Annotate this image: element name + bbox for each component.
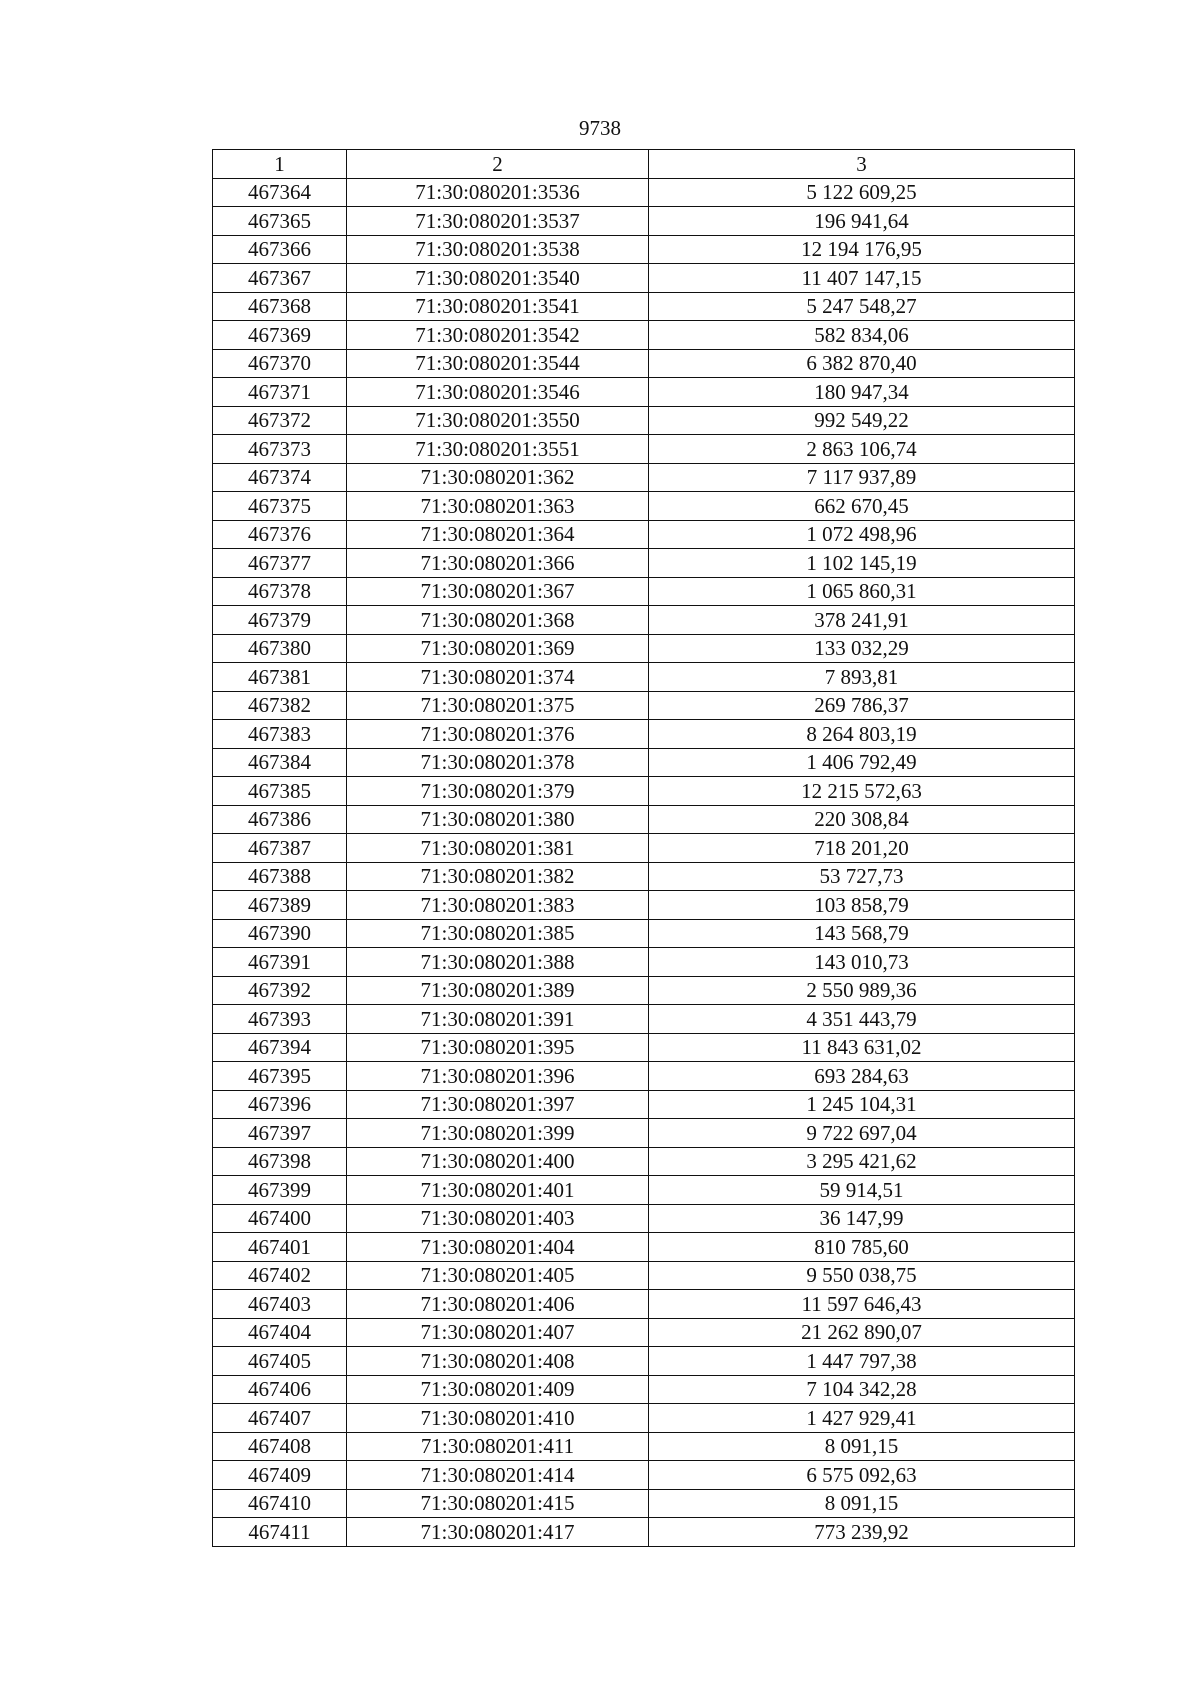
row-number-cell: 467375: [213, 492, 347, 521]
value-cell: 9 722 697,04: [649, 1119, 1075, 1148]
row-number-cell: 467385: [213, 777, 347, 806]
cadastral-number-cell: 71:30:080201:366: [347, 549, 649, 578]
table-row: [213, 919, 1075, 948]
row-number-cell: 467395: [213, 1062, 347, 1091]
cadastral-number-cell: 71:30:080201:399: [347, 1119, 649, 1148]
value-cell: 7 104 342,28: [649, 1375, 1075, 1404]
cadastral-number-cell: 71:30:080201:408: [347, 1347, 649, 1376]
value-cell: 2 863 106,74: [649, 435, 1075, 464]
value-cell: 1 065 860,31: [649, 577, 1075, 606]
row-number-cell: 467399: [213, 1176, 347, 1205]
value-cell: 810 785,60: [649, 1233, 1075, 1262]
table-row: [213, 834, 1075, 863]
value-cell: 773 239,92: [649, 1518, 1075, 1547]
table-row: [213, 492, 1075, 521]
table-row: [213, 292, 1075, 321]
cadastral-number-cell: 71:30:080201:381: [347, 834, 649, 863]
cadastral-number-cell: 71:30:080201:368: [347, 606, 649, 635]
cadastral-number-cell: 71:30:080201:396: [347, 1062, 649, 1091]
table-row: [213, 691, 1075, 720]
row-number-cell: 467382: [213, 691, 347, 720]
cadastral-number-cell: 71:30:080201:406: [347, 1290, 649, 1319]
row-number-cell: 467369: [213, 321, 347, 350]
table-row: [213, 207, 1075, 236]
value-cell: 36 147,99: [649, 1204, 1075, 1233]
value-cell: 12 215 572,63: [649, 777, 1075, 806]
table-row: [213, 577, 1075, 606]
table-row: [213, 1204, 1075, 1233]
value-cell: 7 117 937,89: [649, 463, 1075, 492]
cadastral-number-cell: 71:30:080201:407: [347, 1318, 649, 1347]
row-number-cell: 467365: [213, 207, 347, 236]
table-row: [213, 1489, 1075, 1518]
row-number-cell: 467409: [213, 1461, 347, 1490]
row-number-cell: 467383: [213, 720, 347, 749]
cadastral-number-cell: 71:30:080201:375: [347, 691, 649, 720]
column-header-2: 2: [347, 150, 649, 179]
value-cell: 59 914,51: [649, 1176, 1075, 1205]
cadastral-number-cell: 71:30:080201:362: [347, 463, 649, 492]
value-cell: 11 407 147,15: [649, 264, 1075, 293]
table-row: [213, 748, 1075, 777]
row-number-cell: 467411: [213, 1518, 347, 1547]
row-number-cell: 467394: [213, 1033, 347, 1062]
page-number: 9738: [579, 116, 621, 140]
row-number-cell: 467397: [213, 1119, 347, 1148]
cadastral-number-cell: 71:30:080201:374: [347, 663, 649, 692]
value-cell: 11 597 646,43: [649, 1290, 1075, 1319]
table-row: [213, 235, 1075, 264]
value-cell: 220 308,84: [649, 805, 1075, 834]
cadastral-number-cell: 71:30:080201:376: [347, 720, 649, 749]
value-cell: 5 122 609,25: [649, 178, 1075, 207]
value-cell: 5 247 548,27: [649, 292, 1075, 321]
row-number-cell: 467403: [213, 1290, 347, 1319]
table-row: [213, 520, 1075, 549]
value-cell: 53 727,73: [649, 862, 1075, 891]
value-cell: 133 032,29: [649, 634, 1075, 663]
row-number-cell: 467368: [213, 292, 347, 321]
table-row: [213, 1404, 1075, 1433]
row-number-cell: 467381: [213, 663, 347, 692]
value-cell: 8 091,15: [649, 1489, 1075, 1518]
row-number-cell: 467379: [213, 606, 347, 635]
cadastral-number-cell: 71:30:080201:391: [347, 1005, 649, 1034]
row-number-cell: 467410: [213, 1489, 347, 1518]
row-number-cell: 467388: [213, 862, 347, 891]
row-number-cell: 467366: [213, 235, 347, 264]
cadastral-number-cell: 71:30:080201:364: [347, 520, 649, 549]
value-cell: 1 102 145,19: [649, 549, 1075, 578]
row-number-cell: 467373: [213, 435, 347, 464]
cadastral-number-cell: 71:30:080201:409: [347, 1375, 649, 1404]
row-number-cell: 467392: [213, 976, 347, 1005]
value-cell: 718 201,20: [649, 834, 1075, 863]
table-row: [213, 720, 1075, 749]
cadastral-number-cell: 71:30:080201:3542: [347, 321, 649, 350]
table-row: [213, 1347, 1075, 1376]
table-row: [213, 549, 1075, 578]
value-cell: 103 858,79: [649, 891, 1075, 920]
table-row: [213, 777, 1075, 806]
cadastral-number-cell: 71:30:080201:401: [347, 1176, 649, 1205]
table-row: [213, 606, 1075, 635]
cadastral-number-cell: 71:30:080201:3538: [347, 235, 649, 264]
cadastral-number-cell: 71:30:080201:3550: [347, 406, 649, 435]
table-row: [213, 321, 1075, 350]
row-number-cell: 467389: [213, 891, 347, 920]
row-number-cell: 467378: [213, 577, 347, 606]
value-cell: 1 447 797,38: [649, 1347, 1075, 1376]
table-row: [213, 634, 1075, 663]
value-cell: 196 941,64: [649, 207, 1075, 236]
table-row: [213, 1233, 1075, 1262]
cadastral-number-cell: 71:30:080201:415: [347, 1489, 649, 1518]
cadastral-number-cell: 71:30:080201:417: [347, 1518, 649, 1547]
value-cell: 143 568,79: [649, 919, 1075, 948]
column-header-1: 1: [213, 150, 347, 179]
cadastral-number-cell: 71:30:080201:3540: [347, 264, 649, 293]
value-cell: 1 427 929,41: [649, 1404, 1075, 1433]
value-cell: 6 382 870,40: [649, 349, 1075, 378]
row-number-cell: 467401: [213, 1233, 347, 1262]
row-number-cell: 467372: [213, 406, 347, 435]
table-row: [213, 406, 1075, 435]
value-cell: 180 947,34: [649, 378, 1075, 407]
value-cell: 1 406 792,49: [649, 748, 1075, 777]
row-number-cell: 467384: [213, 748, 347, 777]
cadastral-number-cell: 71:30:080201:411: [347, 1432, 649, 1461]
table-row: [213, 1005, 1075, 1034]
row-number-cell: 467408: [213, 1432, 347, 1461]
row-number-cell: 467367: [213, 264, 347, 293]
value-cell: 662 670,45: [649, 492, 1075, 521]
cadastral-number-cell: 71:30:080201:3541: [347, 292, 649, 321]
table-row: [213, 178, 1075, 207]
cadastral-number-cell: 71:30:080201:363: [347, 492, 649, 521]
value-cell: 693 284,63: [649, 1062, 1075, 1091]
row-number-cell: 467377: [213, 549, 347, 578]
cadastral-number-cell: 71:30:080201:3546: [347, 378, 649, 407]
cadastral-number-cell: 71:30:080201:403: [347, 1204, 649, 1233]
row-number-cell: 467398: [213, 1147, 347, 1176]
cadastral-number-cell: 71:30:080201:410: [347, 1404, 649, 1433]
cadastral-number-cell: 71:30:080201:395: [347, 1033, 649, 1062]
cadastral-number-cell: 71:30:080201:389: [347, 976, 649, 1005]
cadastral-number-cell: 71:30:080201:388: [347, 948, 649, 977]
cadastral-number-cell: 71:30:080201:380: [347, 805, 649, 834]
table-row: [213, 1062, 1075, 1091]
header-row: [213, 150, 1075, 179]
table-row: [213, 435, 1075, 464]
cadastral-number-cell: 71:30:080201:367: [347, 577, 649, 606]
row-number-cell: 467404: [213, 1318, 347, 1347]
table-row: [213, 1432, 1075, 1461]
cadastral-number-cell: 71:30:080201:385: [347, 919, 649, 948]
table-row: [213, 1147, 1075, 1176]
row-number-cell: 467387: [213, 834, 347, 863]
cadastral-number-cell: 71:30:080201:397: [347, 1090, 649, 1119]
row-number-cell: 467380: [213, 634, 347, 663]
table-row: [213, 663, 1075, 692]
cadastral-number-cell: 71:30:080201:379: [347, 777, 649, 806]
row-number-cell: 467402: [213, 1261, 347, 1290]
table-row: [213, 264, 1075, 293]
row-number-cell: 467393: [213, 1005, 347, 1034]
row-number-cell: 467407: [213, 1404, 347, 1433]
value-cell: 2 550 989,36: [649, 976, 1075, 1005]
table-row: [213, 891, 1075, 920]
value-cell: 12 194 176,95: [649, 235, 1075, 264]
value-cell: 9 550 038,75: [649, 1261, 1075, 1290]
table-row: [213, 1176, 1075, 1205]
table-row: [213, 1261, 1075, 1290]
cadastral-number-cell: 71:30:080201:3551: [347, 435, 649, 464]
value-cell: 8 264 803,19: [649, 720, 1075, 749]
row-number-cell: 467364: [213, 178, 347, 207]
cadastral-number-cell: 71:30:080201:3544: [347, 349, 649, 378]
table-row: [213, 1290, 1075, 1319]
value-cell: 8 091,15: [649, 1432, 1075, 1461]
value-cell: 6 575 092,63: [649, 1461, 1075, 1490]
value-cell: 582 834,06: [649, 321, 1075, 350]
row-number-cell: 467396: [213, 1090, 347, 1119]
table-row: [213, 463, 1075, 492]
cadastral-number-cell: 71:30:080201:400: [347, 1147, 649, 1176]
row-number-cell: 467371: [213, 378, 347, 407]
table-row: [213, 1119, 1075, 1148]
value-cell: 21 262 890,07: [649, 1318, 1075, 1347]
cadastral-number-cell: 71:30:080201:3537: [347, 207, 649, 236]
row-number-cell: 467376: [213, 520, 347, 549]
cadastral-number-cell: 71:30:080201:382: [347, 862, 649, 891]
table-row: [213, 349, 1075, 378]
table-row: [213, 948, 1075, 977]
table-row: [213, 1090, 1075, 1119]
table-row: [213, 976, 1075, 1005]
table-row: [213, 1461, 1075, 1490]
table-row: [213, 1318, 1075, 1347]
cadastral-number-cell: 71:30:080201:405: [347, 1261, 649, 1290]
row-number-cell: 467374: [213, 463, 347, 492]
value-cell: 1 072 498,96: [649, 520, 1075, 549]
cadastral-number-cell: 71:30:080201:383: [347, 891, 649, 920]
row-number-cell: 467405: [213, 1347, 347, 1376]
cadastral-number-cell: 71:30:080201:378: [347, 748, 649, 777]
table-row: [213, 805, 1075, 834]
value-cell: 992 549,22: [649, 406, 1075, 435]
value-cell: 4 351 443,79: [649, 1005, 1075, 1034]
value-cell: 378 241,91: [649, 606, 1075, 635]
cadastral-number-cell: 71:30:080201:404: [347, 1233, 649, 1262]
table-row: [213, 1518, 1075, 1547]
row-number-cell: 467400: [213, 1204, 347, 1233]
table-row: [213, 378, 1075, 407]
table-row: [213, 1375, 1075, 1404]
cadastral-number-cell: 71:30:080201:414: [347, 1461, 649, 1490]
table-row: [213, 862, 1075, 891]
row-number-cell: 467391: [213, 948, 347, 977]
row-number-cell: 467390: [213, 919, 347, 948]
value-cell: 143 010,73: [649, 948, 1075, 977]
value-cell: 1 245 104,31: [649, 1090, 1075, 1119]
cadastral-number-cell: 71:30:080201:369: [347, 634, 649, 663]
column-header-3: 3: [649, 150, 1075, 179]
table-row: [213, 1033, 1075, 1062]
table-header: [213, 150, 1075, 179]
value-cell: 11 843 631,02: [649, 1033, 1075, 1062]
row-number-cell: 467406: [213, 1375, 347, 1404]
table-body: [213, 178, 1075, 1546]
row-number-cell: 467370: [213, 349, 347, 378]
value-cell: 269 786,37: [649, 691, 1075, 720]
value-cell: 7 893,81: [649, 663, 1075, 692]
row-number-cell: 467386: [213, 805, 347, 834]
cadastral-number-cell: 71:30:080201:3536: [347, 178, 649, 207]
value-cell: 3 295 421,62: [649, 1147, 1075, 1176]
data-table: [212, 149, 1075, 1547]
